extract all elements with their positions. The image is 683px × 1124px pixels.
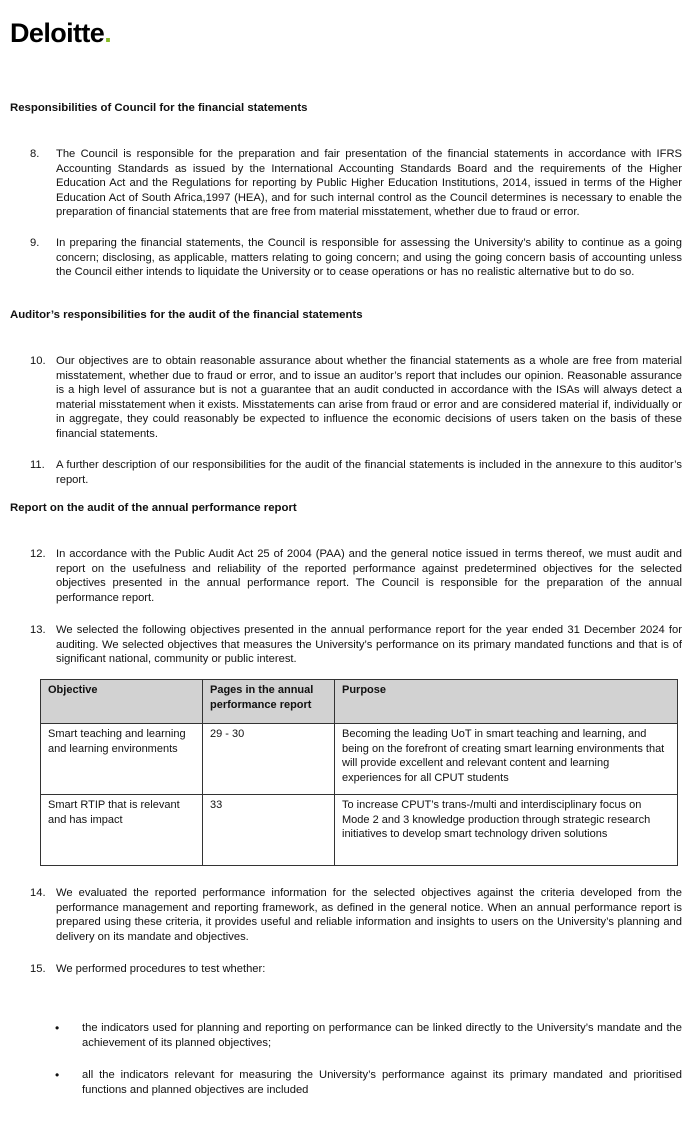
paragraph-number: 13. <box>30 624 46 636</box>
heading-council-responsibilities: Responsibilities of Council for the financial statements <box>10 102 308 114</box>
table-row <box>41 724 678 795</box>
paragraph-text: A further description of our responsibilities for the audit of the financial statements is included in the annexure to this auditor’s report. <box>56 459 682 486</box>
paragraph-number: 8. <box>30 148 40 160</box>
bullet-icon: • <box>55 1021 60 1035</box>
deloitte-logo: Deloitte. <box>10 18 112 48</box>
paragraph-15 <box>30 962 682 977</box>
purpose-cell: Becoming the leading UoT in smart teaching and learning, and being on the forefront of creating smart learning environments that will provide excellent and relevant content and learning experiences for all CPUT students <box>335 724 678 795</box>
bullet-text: the indicators used for planning and reporting on performance can be linked directly to the University’s mandate and the achievement of its planned objectives; <box>82 1022 682 1049</box>
paragraph-9 <box>30 236 682 280</box>
objectives-table <box>40 679 678 866</box>
paragraph-10 <box>30 354 682 442</box>
paragraph-number: 15. <box>30 963 46 975</box>
paragraph-text: The Council is responsible for the preparation and fair presentation of the financial statements in accordance with IFRS Accounting Standards as issued by the International Accounting Standards Board and the requirements of the Higher Education Act and the Regulations for reporting by Public Higher Education Institutions, 2014, issued in terms of the Higher Education Act of South Africa,1997 (HEA), and for such internal control as the Council determines is necessary to enable the preparation of financial statements that are free from material misstatement, whether due to fraud or error. <box>56 148 682 219</box>
paragraph-text: We performed procedures to test whether: <box>56 963 266 975</box>
paragraph-13 <box>30 623 682 667</box>
paragraph-number: 10. <box>30 355 46 367</box>
paragraph-12 <box>30 547 682 605</box>
paragraph-number: 11. <box>30 459 45 471</box>
bullet-text: all the indicators relevant for measuring the University’s performance against its primary mandated and prioritised functions and planned objectives are included <box>82 1069 682 1096</box>
paragraph-text: In accordance with the Public Audit Act 25 of 2004 (PAA) and the general notice issued in terms thereof, we must audit and report on the usefulness and reliability of the reported performance against predetermined objectives for the selected objectives presented in the annual performance report. The Council is responsible for the preparation of the annual performance report. <box>56 548 682 604</box>
objective-cell: Smart RTIP that is relevant and has impact <box>41 795 203 866</box>
table-header-row <box>41 680 678 724</box>
paragraph-number: 14. <box>30 887 46 899</box>
bullet-icon: • <box>55 1068 60 1082</box>
column-header-purpose: Purpose <box>335 680 678 724</box>
bullet-item <box>55 1068 682 1097</box>
purpose-cell: To increase CPUT’s trans-/multi and interdisciplinary focus on Mode 2 and 3 knowledge production through strategic research initiatives to develop smart technology driven solutions <box>335 795 678 866</box>
pages-cell: 29 - 30 <box>203 724 335 795</box>
column-header-objective: Objective <box>41 680 203 724</box>
table-row <box>41 795 678 866</box>
paragraph-8 <box>30 147 682 220</box>
paragraph-number: 12. <box>30 548 46 560</box>
paragraph-14 <box>30 886 682 944</box>
paragraph-11 <box>30 458 682 487</box>
paragraph-text: Our objectives are to obtain reasonable assurance about whether the financial statements as a whole are free from material misstatement, whether due to fraud or error, and to issue an auditor’s report that includes our opinion. Reasonable assurance is a high level of assurance but is not a guarantee that an audit conducted in accordance with the ISAs will always detect a material misstatement when it exists. Misstatements can arise from fraud or error and are considered material if, individually or in aggregate, they could reasonably be expected to influence the economic decisions of users taken on the basis of these financial statements. <box>56 355 682 440</box>
paragraph-number: 9. <box>30 237 40 249</box>
bullet-item <box>55 1021 682 1050</box>
heading-auditor-responsibilities: Auditor’s responsibilities for the audit of the financial statements <box>10 309 363 321</box>
paragraph-text: We selected the following objectives presented in the annual performance report for the year ended 31 December 2024 for auditing. We selected objectives that measures the University’s performance on its primary mandated functions and that is of significant national, community or public interest. <box>56 624 682 666</box>
pages-cell: 33 <box>203 795 335 866</box>
column-header-pages: Pages in the annual performance report <box>203 680 335 724</box>
heading-performance-report: Report on the audit of the annual performance report <box>10 502 297 514</box>
objective-cell: Smart teaching and learning and learning environments <box>41 724 203 795</box>
paragraph-text: We evaluated the reported performance information for the selected objectives against the criteria developed from the performance management and reporting framework, as defined in the general notice. When an annual performance report is prepared using these criteria, it provides useful and reliable information and insights to users on the University’s planning and delivery on its mandate and objectives. <box>56 887 682 943</box>
paragraph-text: In preparing the financial statements, the Council is responsible for assessing the University’s ability to continue as a going concern; disclosing, as applicable, matters relating to going concern; and using the going concern basis of accounting unless the Council either intends to liquidate the University or to cease operations or has no realistic alternative but to do so. <box>56 237 682 279</box>
